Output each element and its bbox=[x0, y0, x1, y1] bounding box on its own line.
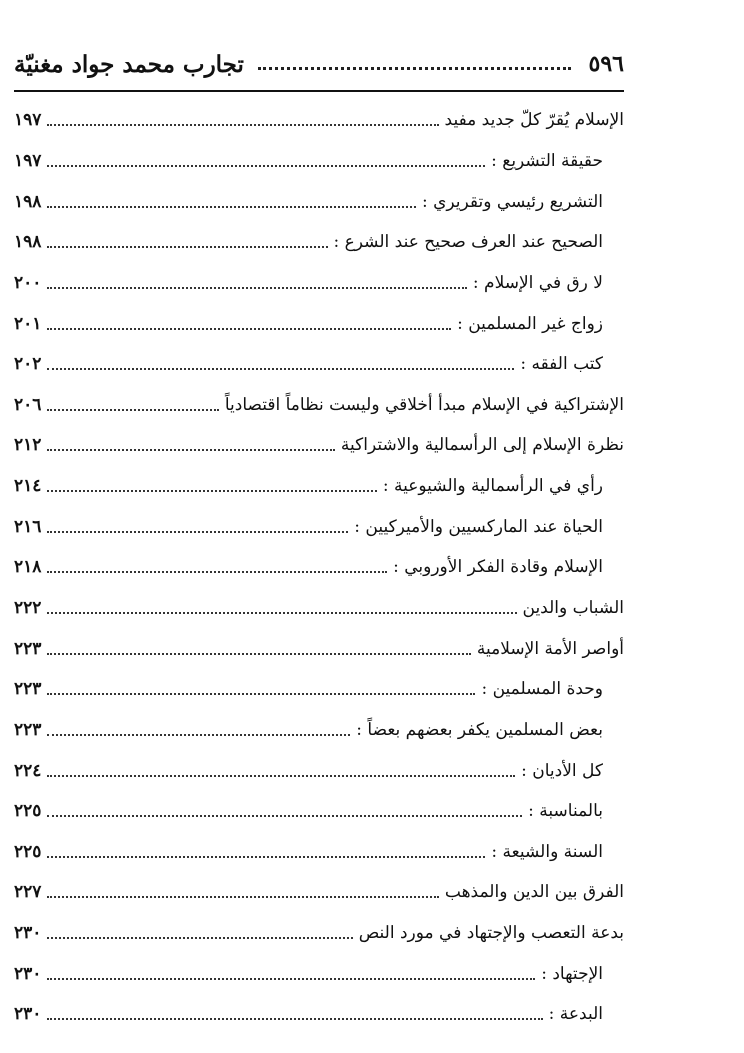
toc-entry bbox=[14, 832, 624, 873]
toc-leader-dots bbox=[47, 896, 438, 898]
running-header bbox=[14, 44, 624, 84]
toc-entry-title: كتب الفقه : bbox=[520, 354, 603, 375]
toc-leader-dots bbox=[47, 978, 535, 980]
toc-entry bbox=[14, 791, 624, 832]
toc-entry-title: رأي في الرأسمالية والشيوعية : bbox=[382, 476, 603, 497]
toc-leader-dots bbox=[47, 653, 471, 655]
toc-entry bbox=[14, 547, 624, 588]
toc-entry-title: الشباب والدين bbox=[522, 598, 624, 618]
toc-leader-dots bbox=[47, 124, 438, 126]
toc-entry-page: ٢٠١ bbox=[14, 313, 42, 334]
header-page-number: ٥٩٦ bbox=[588, 51, 624, 77]
toc-entry bbox=[14, 953, 624, 994]
toc-entry-page: ٢٣٠ bbox=[14, 963, 42, 984]
toc-leader-dots bbox=[47, 815, 522, 817]
toc-entry-title: الصحيح عند العرف صحيح عند الشرع : bbox=[333, 232, 603, 253]
toc-entry bbox=[14, 303, 624, 344]
toc-entry bbox=[14, 181, 624, 222]
toc-entry bbox=[14, 750, 624, 791]
toc-entry-title: البدعة : bbox=[548, 1004, 603, 1025]
toc-entry-title: لا رق في الإسلام : bbox=[472, 272, 603, 293]
toc-leader-dots bbox=[47, 246, 327, 248]
toc-leader-dots bbox=[47, 571, 387, 573]
toc-entry-page: ٢٠٦ bbox=[14, 394, 42, 415]
toc-entry-title: حقيقة التشريع : bbox=[491, 150, 603, 171]
toc-entry-title: وحدة المسلمين : bbox=[481, 679, 603, 700]
toc-entry bbox=[14, 506, 624, 547]
toc-entry-title: نظرة الإسلام إلى الرأسمالية والاشتراكية bbox=[340, 435, 624, 456]
toc-entry bbox=[14, 384, 624, 425]
toc-entry bbox=[14, 466, 624, 507]
toc-entry bbox=[14, 222, 624, 263]
toc-leader-dots bbox=[47, 165, 485, 167]
toc-entry-title: كل الأديان : bbox=[521, 760, 603, 781]
toc-entry-title: التشريع رئيسي وتقريري : bbox=[421, 191, 603, 212]
toc-leader-dots bbox=[47, 490, 376, 492]
toc-leader-dots bbox=[47, 937, 352, 939]
toc-entry-page: ٢٠٠ bbox=[14, 272, 42, 293]
toc-entry bbox=[14, 994, 624, 1035]
toc-entry-title: زواج غير المسلمين : bbox=[457, 313, 603, 334]
toc-entry-page: ٢٢٢ bbox=[14, 598, 42, 618]
toc-entry bbox=[14, 628, 624, 669]
header-rule bbox=[14, 90, 624, 92]
toc-entry bbox=[14, 913, 624, 954]
toc-entry-page: ٢٢٣ bbox=[14, 719, 42, 740]
toc-entry-page: ٢١٦ bbox=[14, 516, 42, 537]
toc-entry bbox=[14, 425, 624, 466]
toc-entry-page: ٢٢٥ bbox=[14, 801, 42, 822]
toc-entry-title: بعض المسلمين يكفر بعضهم بعضاً : bbox=[356, 719, 603, 740]
toc-leader-dots bbox=[47, 775, 515, 777]
toc-entry-page: ٢٢٧ bbox=[14, 882, 42, 903]
toc-entry-page: ١٩٨ bbox=[14, 232, 42, 253]
toc-entry-page: ٢٣٠ bbox=[14, 1004, 42, 1025]
toc-entry-title: بالمناسبة : bbox=[528, 801, 603, 822]
toc-leader-dots bbox=[47, 734, 350, 736]
header-leader-dots bbox=[258, 67, 571, 70]
header-book-title: تجارب محمد جواد مغنيّة bbox=[14, 50, 244, 78]
toc-leader-dots bbox=[47, 531, 348, 533]
toc-entry-page: ٢٣٠ bbox=[14, 923, 42, 944]
toc-entry bbox=[14, 100, 624, 141]
toc-leader-dots bbox=[47, 328, 451, 330]
toc-leader-dots bbox=[47, 368, 514, 370]
toc-entry-page: ٢١٤ bbox=[14, 476, 42, 497]
toc-entry bbox=[14, 344, 624, 385]
toc-entry-page: ٢٢٣ bbox=[14, 638, 42, 659]
toc-entry bbox=[14, 669, 624, 710]
toc-leader-dots bbox=[47, 206, 416, 208]
toc-entry-title: الإشتراكية في الإسلام مبدأ أخلاقي وليست نظاماً اقتصادياً bbox=[224, 394, 624, 415]
toc-leader-dots bbox=[47, 1018, 542, 1020]
toc-entry-title: بدعة التعصب والإجتهاد في مورد النص bbox=[358, 923, 624, 944]
toc-entry-title: أواصر الأمة الإسلامية bbox=[476, 638, 624, 659]
toc-entry-page: ٢٢٣ bbox=[14, 679, 42, 700]
toc-leader-dots bbox=[47, 287, 467, 289]
toc-entry-title: الفرق بين الدين والمذهب bbox=[444, 882, 624, 903]
toc-entry bbox=[14, 263, 624, 304]
toc-entry-page: ٢١٨ bbox=[14, 557, 42, 578]
toc-entry-page: ١٩٨ bbox=[14, 191, 42, 212]
toc-entry-page: ٢٢٤ bbox=[14, 760, 42, 781]
toc-entry bbox=[14, 588, 624, 629]
toc-entry bbox=[14, 141, 624, 182]
toc-entry-page: ٢١٢ bbox=[14, 435, 42, 456]
toc-entry-title: الإجتهاد : bbox=[541, 963, 603, 984]
table-of-contents bbox=[14, 100, 624, 1035]
toc-entry-page: ١٩٧ bbox=[14, 110, 42, 131]
toc-entry-title: السنة والشيعة : bbox=[491, 841, 603, 862]
toc-entry bbox=[14, 872, 624, 913]
toc-leader-dots bbox=[47, 449, 334, 451]
toc-leader-dots bbox=[47, 856, 485, 858]
toc-entry-title: الإسلام يُقرّ كلّ جديد مفيد bbox=[444, 110, 624, 131]
toc-entry-title: الحياة عند الماركسيين والأميركيين : bbox=[354, 516, 603, 537]
toc-entry-title: الإسلام وقادة الفكر الأوروبي : bbox=[393, 557, 603, 578]
toc-entry-page: ٢٢٥ bbox=[14, 841, 42, 862]
toc-entry bbox=[14, 710, 624, 751]
toc-leader-dots bbox=[47, 693, 475, 695]
toc-entry-page: ٢٠٢ bbox=[14, 354, 42, 375]
toc-leader-dots bbox=[47, 409, 218, 411]
toc-leader-dots bbox=[47, 612, 516, 614]
toc-entry-page: ١٩٧ bbox=[14, 150, 42, 171]
